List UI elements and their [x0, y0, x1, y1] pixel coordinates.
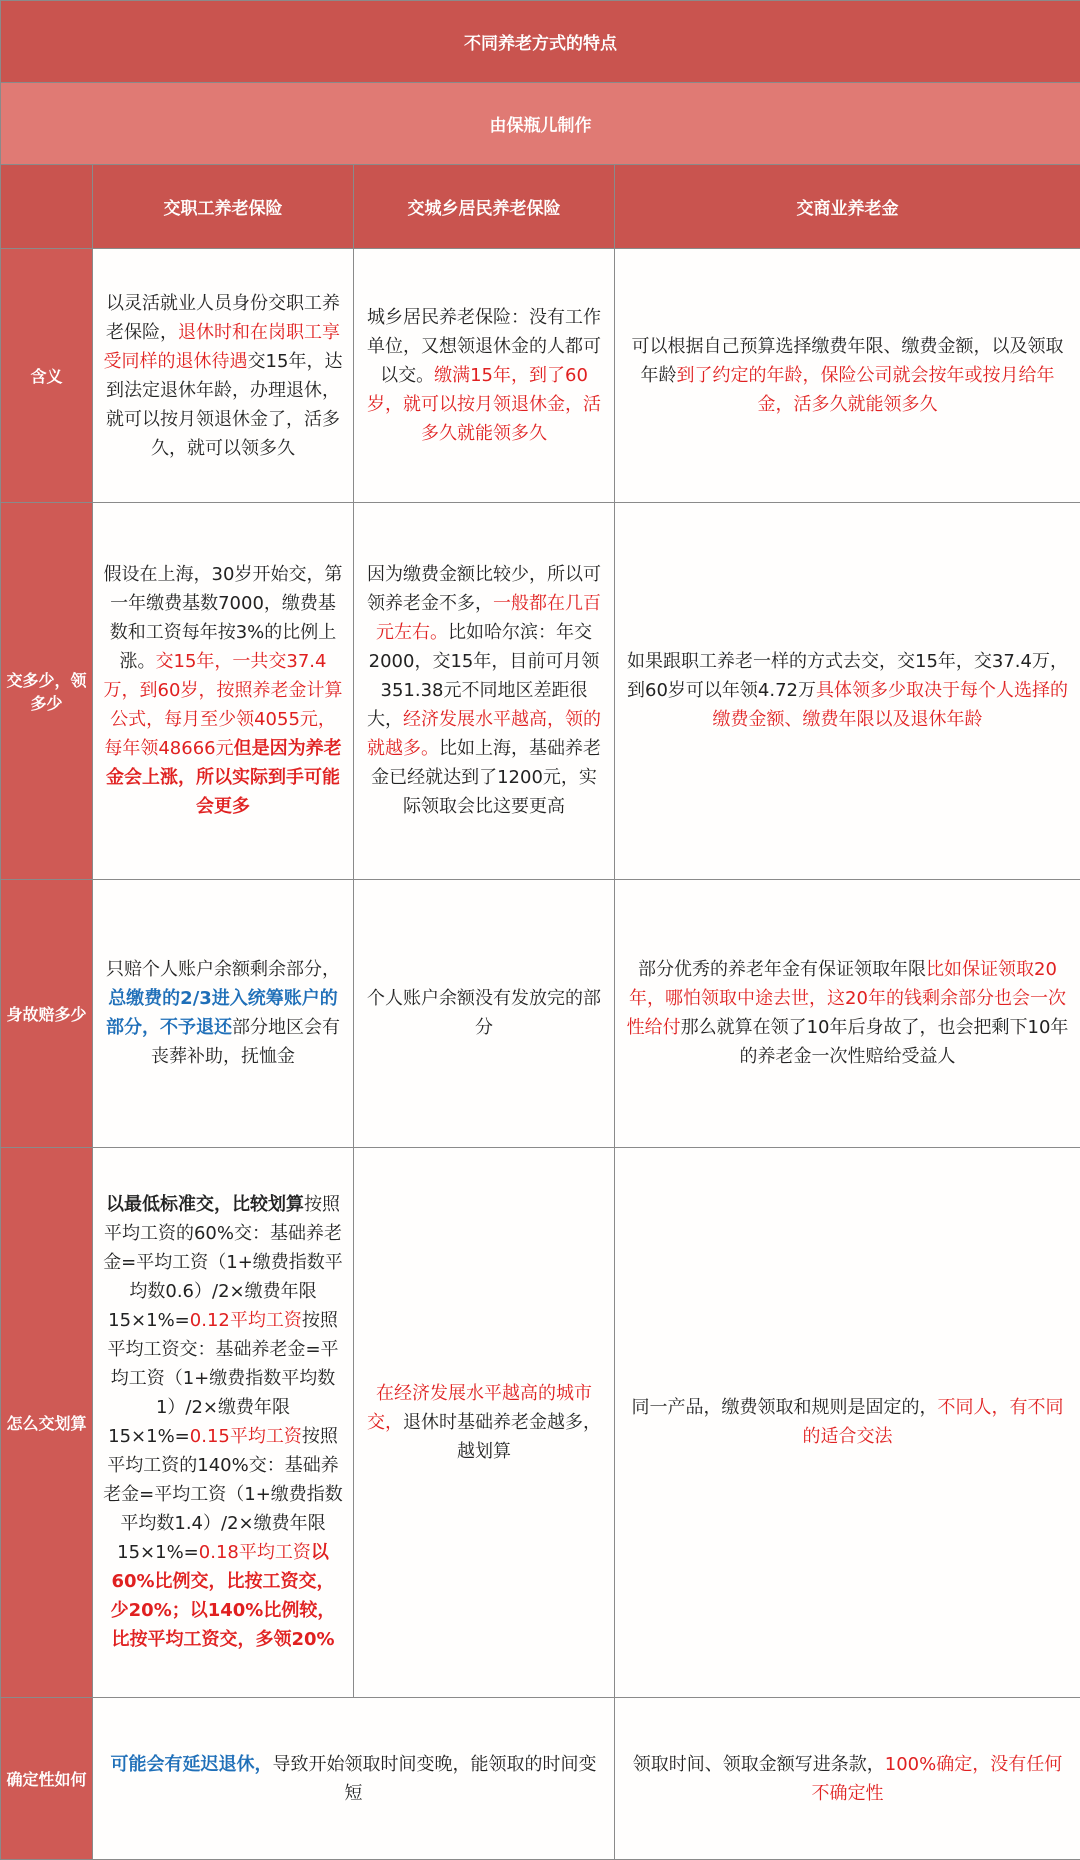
- cell-text-run: 按照平均工资的60%交：基础养老金=平均工资（1+缴费指数平均数0.6）/2×缴费年限15×1%=: [103, 1194, 343, 1332]
- cell-meaning-employee: [93, 249, 354, 503]
- cell-pay-commercial: [615, 503, 1080, 879]
- cell-text-run: 以140%比例较，比按平均工资交，多领20%: [111, 1600, 336, 1651]
- cell-text-run: 因为缴费金额比较少，所以可领养老金不多，: [367, 564, 601, 615]
- cell-text-run: 交15年，达到法定退休年龄，办理退休，就可以按月领退休金了，活多久，就可以领多久: [106, 350, 343, 459]
- row-header-best-strategy: 怎么交划算: [1, 1147, 93, 1698]
- cell-text-run: 以60%比例交，比按工资交，少20%；: [110, 1542, 335, 1622]
- cell-text-run: 具体领多少取决于每个人选择的缴费金额、缴费年限以及退休年龄: [712, 680, 1068, 731]
- cell-meaning-resident: [354, 249, 615, 503]
- row-header-certainty: 确定性如何: [1, 1698, 93, 1860]
- cell-text-run: 退休时和在岗职工享受同样的退休待遇: [103, 321, 340, 372]
- cell-text-run: 交15年，一共交37.4万，到60岁，按照养老金计算公式，每月至少领4055元，每年领48666元: [103, 651, 343, 760]
- cell-text-run: 按照平均工资的140%交：基础养老金=平均工资（1+缴费指数平均数1.4）/2×缴费年限15×1%=: [103, 1426, 343, 1564]
- cell-text-run: 0.18平均工资: [198, 1542, 311, 1564]
- cell-text-run: 0.12平均工资: [189, 1310, 302, 1332]
- page-title: 不同养老方式的特点: [1, 1, 1080, 83]
- cell-pay-resident: [354, 503, 615, 879]
- cell-text-run: 城乡居民养老保险：没有工作单位，又想领退休金的人都可以交。: [367, 307, 601, 387]
- cell-death-resident: [354, 879, 615, 1147]
- cell-text-run: 假设在上海，30岁开始交，第一年缴费基数7000，缴费基数和工资每年按3%的比例上涨。: [103, 564, 343, 673]
- row-header-meaning: 含义: [1, 249, 93, 503]
- cell-strategy-resident: [354, 1147, 615, 1698]
- cell-text-run: 领取时间、领取金额写进条款，: [632, 1753, 885, 1775]
- cell-text-run: 可能会有延迟退休，: [110, 1753, 273, 1775]
- cell-text-run: 部分优秀的养老年金有保证领取年限: [638, 959, 927, 981]
- cell-text-run: 那么就算在领了10年后身故了，也会把剩下10年的养老金一次性赔给受益人: [680, 1017, 1069, 1068]
- cell-text-run: 比如保证领取20年，哪怕领取中途去世，这20年的钱剩余部分也会一次性给付: [626, 959, 1066, 1039]
- header-corner: [1, 164, 93, 248]
- cell-text-run: 不同地区差距很大，: [367, 680, 588, 731]
- cell-text-run: 到了约定的年龄，保险公司就会按年或按月给年金，活多久就能领多久: [676, 365, 1055, 416]
- cell-text-run: 经济发展水平越高，领的就越多。: [367, 709, 601, 760]
- cell-strategy-employee: [93, 1147, 354, 1698]
- column-header-commercial-annuity: 交商业养老金: [615, 164, 1080, 248]
- cell-text-run: 但是因为养老金会上涨，所以实际到手可能会更多: [106, 738, 342, 818]
- cell-text-run: 以最低标准交，比较划算: [106, 1194, 304, 1216]
- cell-text-run: 不同人，有不同的适合交法: [802, 1397, 1064, 1448]
- cell-text-run: 缴满15年，到了60岁，就可以按月领退休金，活多久就能领多久: [367, 365, 601, 445]
- cell-certainty-social: [93, 1698, 615, 1860]
- cell-death-employee: [93, 879, 354, 1147]
- cell-death-commercial: [615, 879, 1080, 1147]
- cell-text-run: 部分地区会有丧葬补助，抚恤金: [151, 1017, 340, 1068]
- cell-text-run: 导致开始领取时间变晚，能领取的时间变短: [272, 1753, 597, 1804]
- cell-text-run: 个人账户余额没有发放完的部分: [367, 988, 601, 1039]
- cell-text-run: 0.15平均工资: [189, 1426, 302, 1448]
- cell-meaning-commercial: [615, 249, 1080, 503]
- cell-certainty-commercial: [615, 1698, 1080, 1860]
- cell-text-run: 如果跟职工养老一样的方式去交，交15年，交37.4万，到60岁可以年领4.72万: [627, 651, 1068, 702]
- cell-text-run: 可以根据自己预算选择缴费年限、缴费金额，以及领取年龄: [631, 336, 1064, 387]
- cell-text-run: 退休时基础养老金越多，越划算: [403, 1411, 601, 1462]
- cell-text-run: 按照平均工资交：基础养老金=平均工资（1+缴费指数平均数1）/2×缴费年限15×1%=: [107, 1310, 339, 1448]
- cell-text-run: 一般都在几百元左右。: [376, 593, 601, 644]
- cell-text-run: 总缴费的2/3进入统筹账户的部分，不予退还: [106, 988, 338, 1039]
- cell-pay-employee: [93, 503, 354, 879]
- column-header-employee-pension: 交职工养老保险: [93, 164, 354, 248]
- row-header-pay-receive: 交多少，领多少: [1, 503, 93, 879]
- cell-text-run: 只赔个人账户余额剩余部分，: [106, 959, 340, 981]
- cell-text-run: 100%确定，没有任何不确定性: [811, 1753, 1063, 1804]
- cell-strategy-commercial: [615, 1147, 1080, 1698]
- cell-text-run: 比如哈尔滨：年交2000，交15年，目前可月领351.38元: [368, 622, 600, 702]
- cell-text-run: 同一产品，缴费领取和规则是固定的，: [631, 1397, 938, 1419]
- cell-text-run: 以灵活就业人员身份交职工养老保险，: [106, 292, 340, 343]
- cell-text-run: 在经济发展水平越高的城市交，: [367, 1382, 592, 1433]
- cell-text-run: 比如上海，基础养老金已经就达到了1200元，实际领取会比这要更高: [371, 738, 601, 818]
- column-header-resident-pension: 交城乡居民养老保险: [354, 164, 615, 248]
- page-subtitle: 由保瓶儿制作: [1, 82, 1080, 164]
- row-header-death-benefit: 身故赔多少: [1, 879, 93, 1147]
